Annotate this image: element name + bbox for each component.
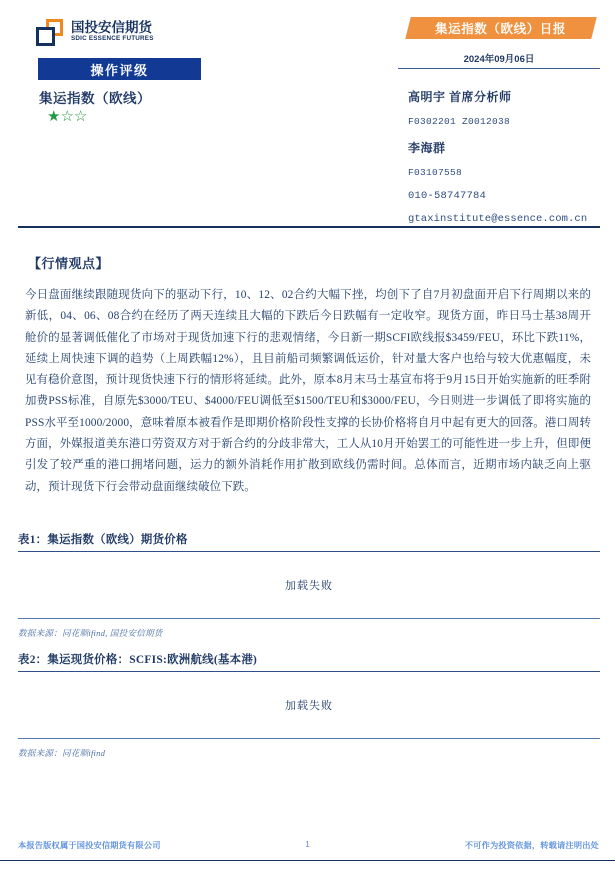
company-logo: [36, 19, 152, 46]
header-divider: [18, 226, 600, 228]
table-source: 数据来源：同花顺ifind, 国投安信期货: [18, 628, 163, 638]
table-block-spot-price: [18, 651, 600, 759]
analyst-code-primary: F0302201 Z0012038: [408, 116, 511, 127]
logo-company-name-en: SDIC ESSENCE FUTURES: [71, 35, 154, 42]
table-block-futures-price: [18, 531, 600, 639]
table-load-status: 加载失败: [285, 700, 333, 712]
logo-text: [71, 19, 152, 43]
logo-company-name-cn: 国投安信期货: [71, 20, 152, 35]
footer-divider: [0, 860, 615, 861]
report-header: [0, 0, 615, 228]
footer-page-number: 1: [305, 840, 310, 849]
report-title-banner: [408, 17, 594, 39]
market-view-paragraph: 今日盘面继续跟随现货向下的驱动下行，10、12、02合约大幅下挫，均创下了自7月初盘面开启下行周期以来的新低，04、06、08合约在经历了两天连续且大幅的下跌后今日跌幅有一定收窄。现货方面，昨日马士基38周开舱价的显著调低催化了市场对于现货加速下行的悲观情绪，今日新一期SCFI欧线报$3459/FEU，环比下跌11%，延续上周快速下调的趋势（上周跌幅12%），且目前船司频繁调低运价，针对量大客户也给与较大优惠幅度，未见有稳价意图，预计现货快速下行的情形将延续。此外，原本8月末马士基宣布将于9月15日开始实施新的旺季附加费PSS标准，自原先$3000/TEU、$4000/FEU调低至$1500/TEU和$3000/FEU，今日则进一步调低了即将实施的PSS水平至1000/2000，意味着原本被看作是即期价格阶段性支撑的长协价格将自月中起有更大的回落。港口周转方面，外媒报道美东港口劳资双方对于新合约的分歧非常大，工人从10月开始罢工的可能性进一步上升，但即便引发了较严重的港口拥堵问题，运力的额外消耗作用扩散到欧线仍需时间。总体而言，近期市场内缺乏向上驱动，预计现货下行会带动盘面继续破位下跌。: [25, 289, 591, 493]
analyst-contact-block: [408, 88, 608, 225]
rating-bar-label: 操作评级: [38, 58, 201, 80]
rating-stars: ★☆☆: [47, 109, 88, 125]
contact-phone: 010-58747784: [408, 190, 487, 202]
logo-mark-icon: [36, 19, 65, 46]
report-title-text: 集运指数（欧线）日报: [435, 22, 567, 36]
page-footer: [0, 838, 615, 858]
table-frame: [18, 551, 600, 619]
table-caption: 表2：集运现货价格：SCFIS:欧洲航线(基本港): [18, 654, 258, 666]
contact-email[interactable]: gtaxinstitute@essence.com.cn: [408, 213, 588, 225]
footer-copyright: 本报告版权属于国投安信期货有限公司: [18, 841, 161, 850]
analyst-code-secondary: F03107558: [408, 167, 463, 178]
analyst-name-primary: 高明宇 首席分析师: [408, 90, 512, 104]
analyst-name-secondary: 李海群: [408, 141, 446, 155]
product-name: 集运指数（欧线）: [39, 91, 151, 106]
logo-navy-square-icon: [36, 27, 55, 46]
footer-disclaimer: 不可作为投资依据，转载请注明出处: [464, 841, 599, 850]
table-caption: 表1：集运指数（欧线）期货价格: [18, 534, 188, 546]
table-frame: [18, 671, 600, 739]
report-date: 2024年09月06日: [398, 51, 600, 69]
table-load-status: 加载失败: [285, 580, 333, 592]
table-source: 数据来源：同花顺ifind: [18, 748, 106, 758]
market-view-heading: 【行情观点】: [28, 256, 110, 271]
